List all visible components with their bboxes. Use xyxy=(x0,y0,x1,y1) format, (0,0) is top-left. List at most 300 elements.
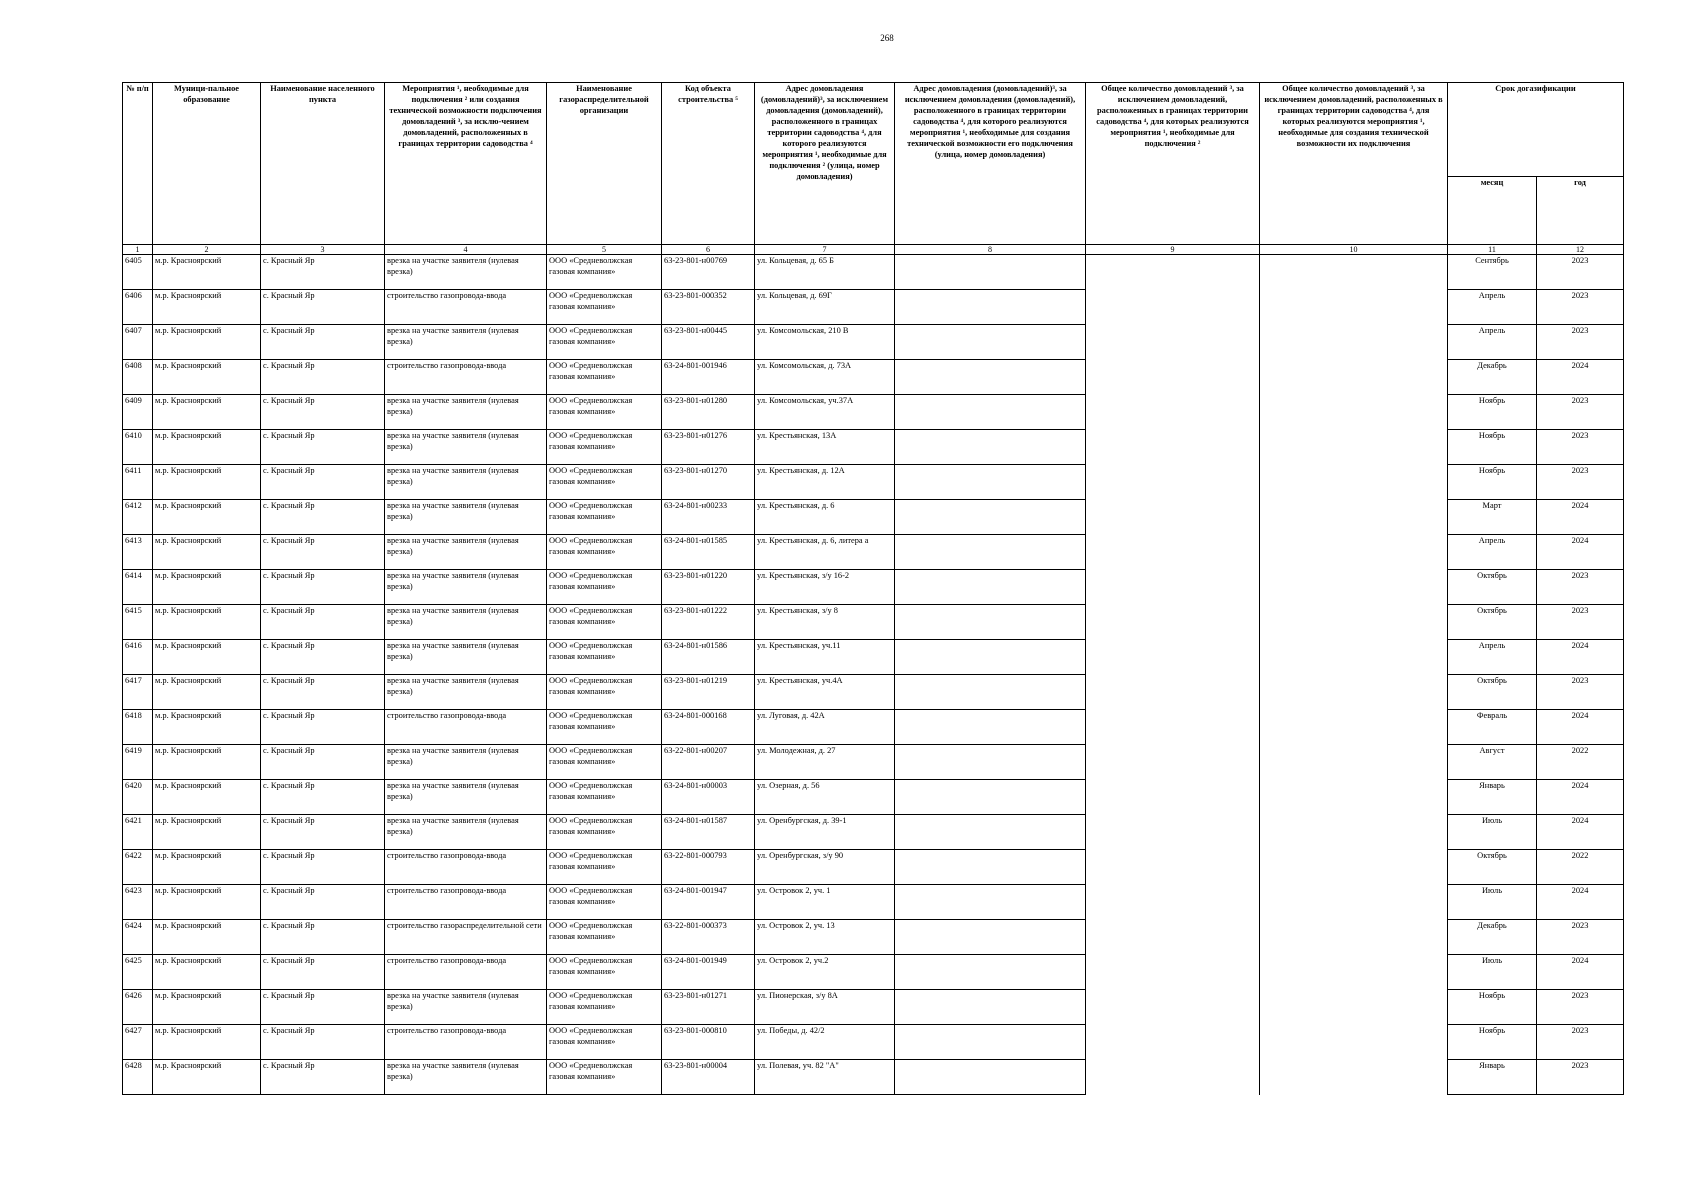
address-cell: ул. Крестьянская, 13А xyxy=(755,430,895,465)
month-cell: Апрель xyxy=(1448,290,1537,325)
table-row xyxy=(123,885,1624,920)
connection-count-cell xyxy=(1086,745,1260,780)
activity-cell: строительство газопровода-ввода xyxy=(385,850,547,885)
address-cell: ул. Крестьянская, уч.11 xyxy=(755,640,895,675)
technical-address-cell xyxy=(895,955,1086,990)
connection-count-cell xyxy=(1086,640,1260,675)
organization-cell: ООО «Средневолжская газовая компания» xyxy=(547,955,662,990)
technical-address-cell xyxy=(895,640,1086,675)
object-code-cell: 63-22-801-000793 xyxy=(662,850,755,885)
row-number: 6426 xyxy=(123,990,153,1025)
header-deadline: Срок догазификации xyxy=(1448,83,1624,177)
connection-count-cell xyxy=(1086,780,1260,815)
year-cell: 2023 xyxy=(1537,395,1624,430)
table-row xyxy=(123,360,1624,395)
activity-cell: врезка на участке заявителя (нулевая врезка) xyxy=(385,675,547,710)
year-cell: 2024 xyxy=(1537,955,1624,990)
technical-count-cell xyxy=(1260,500,1448,535)
technical-count-cell xyxy=(1260,395,1448,430)
organization-cell: ООО «Средневолжская газовая компания» xyxy=(547,570,662,605)
column-number: 2 xyxy=(153,245,261,255)
address-cell: ул. Комсомольская, д. 73А xyxy=(755,360,895,395)
address-cell: ул. Комсомольская, 210 В xyxy=(755,325,895,360)
municipality-cell: м.р. Красноярский xyxy=(153,745,261,780)
connection-count-cell xyxy=(1086,850,1260,885)
table-row xyxy=(123,780,1624,815)
table-row xyxy=(123,745,1624,780)
technical-count-cell xyxy=(1260,570,1448,605)
technical-address-cell xyxy=(895,395,1086,430)
activity-cell: врезка на участке заявителя (нулевая врезка) xyxy=(385,430,547,465)
month-cell: Апрель xyxy=(1448,535,1537,570)
technical-count-cell xyxy=(1260,745,1448,780)
month-cell: Ноябрь xyxy=(1448,430,1537,465)
year-cell: 2023 xyxy=(1537,465,1624,500)
month-cell: Октябрь xyxy=(1448,675,1537,710)
header-count-technical: Общее количество домовладений ³, за исключением домовладений, расположенных в границах территории садоводства ⁴, для которых реализуются мероприятия ¹, необходимые для создания технической возможности их подключения xyxy=(1260,83,1448,245)
table-row xyxy=(123,675,1624,710)
technical-address-cell xyxy=(895,780,1086,815)
municipality-cell: м.р. Красноярский xyxy=(153,1025,261,1060)
table-row xyxy=(123,815,1624,850)
technical-address-cell xyxy=(895,850,1086,885)
municipality-cell: м.р. Красноярский xyxy=(153,500,261,535)
settlement-cell: с. Красный Яр xyxy=(261,395,385,430)
municipality-cell: м.р. Красноярский xyxy=(153,290,261,325)
year-cell: 2023 xyxy=(1537,920,1624,955)
technical-count-cell xyxy=(1260,990,1448,1025)
technical-address-cell xyxy=(895,500,1086,535)
technical-count-cell xyxy=(1260,430,1448,465)
technical-address-cell xyxy=(895,535,1086,570)
connection-count-cell xyxy=(1086,325,1260,360)
table-row xyxy=(123,325,1624,360)
activity-cell: врезка на участке заявителя (нулевая врезка) xyxy=(385,780,547,815)
row-number: 6417 xyxy=(123,675,153,710)
connection-count-cell xyxy=(1086,1025,1260,1060)
address-cell: ул. Крестьянская, уч.4А xyxy=(755,675,895,710)
table-row xyxy=(123,920,1624,955)
month-cell: Ноябрь xyxy=(1448,1025,1537,1060)
activity-cell: врезка на участке заявителя (нулевая врезка) xyxy=(385,570,547,605)
technical-address-cell xyxy=(895,325,1086,360)
column-number: 7 xyxy=(755,245,895,255)
address-cell: ул. Крестьянская, д. 6, литера а xyxy=(755,535,895,570)
address-cell: ул. Крестьянская, з/у 16-2 xyxy=(755,570,895,605)
row-number: 6427 xyxy=(123,1025,153,1060)
month-cell: Октябрь xyxy=(1448,850,1537,885)
municipality-cell: м.р. Красноярский xyxy=(153,780,261,815)
table-row xyxy=(123,395,1624,430)
object-code-cell: 63-23-801-н01220 xyxy=(662,570,755,605)
organization-cell: ООО «Средневолжская газовая компания» xyxy=(547,815,662,850)
column-number-row xyxy=(123,245,1624,255)
municipality-cell: м.р. Красноярский xyxy=(153,850,261,885)
settlement-cell: с. Красный Яр xyxy=(261,290,385,325)
row-number: 6416 xyxy=(123,640,153,675)
year-cell: 2023 xyxy=(1537,290,1624,325)
technical-address-cell xyxy=(895,605,1086,640)
header-year: год xyxy=(1537,177,1624,245)
year-cell: 2023 xyxy=(1537,990,1624,1025)
technical-count-cell xyxy=(1260,710,1448,745)
technical-address-cell xyxy=(895,815,1086,850)
table-row xyxy=(123,605,1624,640)
technical-count-cell xyxy=(1260,780,1448,815)
month-cell: Январь xyxy=(1448,780,1537,815)
settlement-cell: с. Красный Яр xyxy=(261,640,385,675)
activity-cell: врезка на участке заявителя (нулевая врезка) xyxy=(385,605,547,640)
technical-count-cell xyxy=(1260,1060,1448,1095)
object-code-cell: 63-24-801-001947 xyxy=(662,885,755,920)
municipality-cell: м.р. Красноярский xyxy=(153,570,261,605)
table-row xyxy=(123,290,1624,325)
municipality-cell: м.р. Красноярский xyxy=(153,430,261,465)
row-number: 6428 xyxy=(123,1060,153,1095)
technical-count-cell xyxy=(1260,605,1448,640)
object-code-cell: 63-23-801-н01270 xyxy=(662,465,755,500)
object-code-cell: 63-23-801-н01219 xyxy=(662,675,755,710)
month-cell: Апрель xyxy=(1448,640,1537,675)
municipality-cell: м.р. Красноярский xyxy=(153,535,261,570)
column-number: 1 xyxy=(123,245,153,255)
object-code-cell: 63-23-801-н00769 xyxy=(662,255,755,290)
month-cell: Апрель xyxy=(1448,325,1537,360)
connection-count-cell xyxy=(1086,885,1260,920)
year-cell: 2022 xyxy=(1537,745,1624,780)
technical-address-cell xyxy=(895,290,1086,325)
year-cell: 2023 xyxy=(1537,255,1624,290)
row-number: 6419 xyxy=(123,745,153,780)
municipality-cell: м.р. Красноярский xyxy=(153,675,261,710)
header-address-connection: Адрес домовладения (домовладений)³, за исключением домовладения (домовладений), расположенного в границах территории садоводства ⁴, для которого реализуются мероприятия ¹, необходимые для подключения ² (улица, номер домовладения) xyxy=(755,83,895,245)
year-cell: 2024 xyxy=(1537,360,1624,395)
organization-cell: ООО «Средневолжская газовая компания» xyxy=(547,535,662,570)
municipality-cell: м.р. Красноярский xyxy=(153,955,261,990)
settlement-cell: с. Красный Яр xyxy=(261,1060,385,1095)
technical-count-cell xyxy=(1260,955,1448,990)
municipality-cell: м.р. Красноярский xyxy=(153,885,261,920)
organization-cell: ООО «Средневолжская газовая компания» xyxy=(547,360,662,395)
activity-cell: врезка на участке заявителя (нулевая врезка) xyxy=(385,640,547,675)
technical-count-cell xyxy=(1260,885,1448,920)
column-number: 5 xyxy=(547,245,662,255)
address-cell: ул. Полевая, уч. 82 "А" xyxy=(755,1060,895,1095)
organization-cell: ООО «Средневолжская газовая компания» xyxy=(547,920,662,955)
header-month: месяц xyxy=(1448,177,1537,245)
table-row xyxy=(123,710,1624,745)
year-cell: 2023 xyxy=(1537,675,1624,710)
settlement-cell: с. Красный Яр xyxy=(261,255,385,290)
column-number: 11 xyxy=(1448,245,1537,255)
organization-cell: ООО «Средневолжская газовая компания» xyxy=(547,465,662,500)
row-number: 6423 xyxy=(123,885,153,920)
object-code-cell: 63-23-801-н00004 xyxy=(662,1060,755,1095)
table-row xyxy=(123,640,1624,675)
connection-count-cell xyxy=(1086,815,1260,850)
row-number: 6422 xyxy=(123,850,153,885)
table-row xyxy=(123,955,1624,990)
column-number: 9 xyxy=(1086,245,1260,255)
settlement-cell: с. Красный Яр xyxy=(261,605,385,640)
settlement-cell: с. Красный Яр xyxy=(261,955,385,990)
address-cell: ул. Крестьянская, д. 12А xyxy=(755,465,895,500)
settlement-cell: с. Красный Яр xyxy=(261,885,385,920)
technical-count-cell xyxy=(1260,535,1448,570)
address-cell: ул. Победы, д. 42/2 xyxy=(755,1025,895,1060)
technical-address-cell xyxy=(895,570,1086,605)
column-number: 3 xyxy=(261,245,385,255)
year-cell: 2024 xyxy=(1537,640,1624,675)
address-cell: ул. Кольцевая, д. 69Г xyxy=(755,290,895,325)
settlement-cell: с. Красный Яр xyxy=(261,465,385,500)
column-number: 4 xyxy=(385,245,547,255)
municipality-cell: м.р. Красноярский xyxy=(153,990,261,1025)
month-cell: Декабрь xyxy=(1448,360,1537,395)
organization-cell: ООО «Средневолжская газовая компания» xyxy=(547,675,662,710)
settlement-cell: с. Красный Яр xyxy=(261,850,385,885)
settlement-cell: с. Красный Яр xyxy=(261,325,385,360)
settlement-cell: с. Красный Яр xyxy=(261,675,385,710)
header-address-technical: Адрес домовладения (домовладений)³, за исключением домовладения (домовладений), расположенного в границах территории садоводства ⁴, для которого реализуются мероприятия ¹, необходимые для создания технической возможности его подключения (улица, номер домовладения) xyxy=(895,83,1086,245)
object-code-cell: 63-22-801-000373 xyxy=(662,920,755,955)
municipality-cell: м.р. Красноярский xyxy=(153,710,261,745)
row-number: 6410 xyxy=(123,430,153,465)
settlement-cell: с. Красный Яр xyxy=(261,1025,385,1060)
technical-count-cell xyxy=(1260,290,1448,325)
activity-cell: строительство газопровода-ввода xyxy=(385,710,547,745)
technical-address-cell xyxy=(895,255,1086,290)
organization-cell: ООО «Средневолжская газовая компания» xyxy=(547,325,662,360)
connection-count-cell xyxy=(1086,1060,1260,1095)
connection-count-cell xyxy=(1086,955,1260,990)
month-cell: Июль xyxy=(1448,885,1537,920)
address-cell: ул. Островок 2, уч.2 xyxy=(755,955,895,990)
year-cell: 2024 xyxy=(1537,535,1624,570)
technical-address-cell xyxy=(895,360,1086,395)
row-number: 6407 xyxy=(123,325,153,360)
object-code-cell: 63-24-801-001946 xyxy=(662,360,755,395)
address-cell: ул. Озерная, д. 56 xyxy=(755,780,895,815)
technical-count-cell xyxy=(1260,850,1448,885)
organization-cell: ООО «Средневолжская газовая компания» xyxy=(547,395,662,430)
organization-cell: ООО «Средневолжская газовая компания» xyxy=(547,990,662,1025)
month-cell: Декабрь xyxy=(1448,920,1537,955)
year-cell: 2022 xyxy=(1537,850,1624,885)
settlement-cell: с. Красный Яр xyxy=(261,710,385,745)
row-number: 6413 xyxy=(123,535,153,570)
year-cell: 2024 xyxy=(1537,780,1624,815)
connection-count-cell xyxy=(1086,395,1260,430)
connection-count-cell xyxy=(1086,290,1260,325)
activity-cell: строительство газопровода-ввода xyxy=(385,1025,547,1060)
year-cell: 2023 xyxy=(1537,570,1624,605)
technical-count-cell xyxy=(1260,640,1448,675)
activity-cell: врезка на участке заявителя (нулевая врезка) xyxy=(385,325,547,360)
organization-cell: ООО «Средневолжская газовая компания» xyxy=(547,640,662,675)
activity-cell: врезка на участке заявителя (нулевая врезка) xyxy=(385,535,547,570)
table-row xyxy=(123,535,1624,570)
connection-count-cell xyxy=(1086,255,1260,290)
connection-count-cell xyxy=(1086,465,1260,500)
technical-address-cell xyxy=(895,430,1086,465)
header-object-code: Код объекта строительства ⁵ xyxy=(662,83,755,245)
municipality-cell: м.р. Красноярский xyxy=(153,360,261,395)
year-cell: 2023 xyxy=(1537,430,1624,465)
activity-cell: врезка на участке заявителя (нулевая врезка) xyxy=(385,1060,547,1095)
month-cell: Ноябрь xyxy=(1448,395,1537,430)
settlement-cell: с. Красный Яр xyxy=(261,360,385,395)
technical-count-cell xyxy=(1260,815,1448,850)
month-cell: Сентябрь xyxy=(1448,255,1537,290)
activity-cell: строительство газопровода-ввода xyxy=(385,290,547,325)
object-code-cell: 63-23-801-н01280 xyxy=(662,395,755,430)
object-code-cell: 63-23-801-н01271 xyxy=(662,990,755,1025)
object-code-cell: 63-22-801-н00207 xyxy=(662,745,755,780)
year-cell: 2024 xyxy=(1537,710,1624,745)
activity-cell: врезка на участке заявителя (нулевая врезка) xyxy=(385,395,547,430)
technical-address-cell xyxy=(895,1060,1086,1095)
row-number: 6411 xyxy=(123,465,153,500)
activity-cell: строительство газопровода-ввода xyxy=(385,955,547,990)
organization-cell: ООО «Средневолжская газовая компания» xyxy=(547,430,662,465)
technical-count-cell xyxy=(1260,360,1448,395)
month-cell: Март xyxy=(1448,500,1537,535)
municipality-cell: м.р. Красноярский xyxy=(153,255,261,290)
row-number: 6420 xyxy=(123,780,153,815)
settlement-cell: с. Красный Яр xyxy=(261,745,385,780)
address-cell: ул. Комсомольская, уч.37А xyxy=(755,395,895,430)
technical-count-cell xyxy=(1260,465,1448,500)
activity-cell: врезка на участке заявителя (нулевая врезка) xyxy=(385,815,547,850)
row-number: 6414 xyxy=(123,570,153,605)
header-settlement: Наименование населенного пункта xyxy=(261,83,385,245)
row-number: 6408 xyxy=(123,360,153,395)
column-number: 10 xyxy=(1260,245,1448,255)
header-count-connection: Общее количество домовладений ³, за исключением домовладений, расположенных в границах территории садоводства ⁴, для которых реализуются мероприятия ¹, необходимые для подключения ² xyxy=(1086,83,1260,245)
row-number: 6418 xyxy=(123,710,153,745)
connection-count-cell xyxy=(1086,990,1260,1025)
technical-count-cell xyxy=(1260,920,1448,955)
address-cell: ул. Луговая, д. 42А xyxy=(755,710,895,745)
settlement-cell: с. Красный Яр xyxy=(261,570,385,605)
table-row xyxy=(123,430,1624,465)
organization-cell: ООО «Средневолжская газовая компания» xyxy=(547,745,662,780)
organization-cell: ООО «Средневолжская газовая компания» xyxy=(547,1060,662,1095)
technical-count-cell xyxy=(1260,325,1448,360)
month-cell: Ноябрь xyxy=(1448,465,1537,500)
month-cell: Ноябрь xyxy=(1448,990,1537,1025)
municipality-cell: м.р. Красноярский xyxy=(153,395,261,430)
object-code-cell: 63-24-801-н00233 xyxy=(662,500,755,535)
row-number: 6405 xyxy=(123,255,153,290)
municipality-cell: м.р. Красноярский xyxy=(153,640,261,675)
address-cell: ул. Крестьянская, з/у 8 xyxy=(755,605,895,640)
organization-cell: ООО «Средневолжская газовая компания» xyxy=(547,500,662,535)
technical-address-cell xyxy=(895,745,1086,780)
address-cell: ул. Молодежная, д. 27 xyxy=(755,745,895,780)
activity-cell: врезка на участке заявителя (нулевая врезка) xyxy=(385,745,547,780)
table-row xyxy=(123,990,1624,1025)
column-number: 8 xyxy=(895,245,1086,255)
technical-address-cell xyxy=(895,885,1086,920)
activity-cell: строительство газопровода-ввода xyxy=(385,360,547,395)
year-cell: 2024 xyxy=(1537,500,1624,535)
header-organization: Наименование газораспределительной организации xyxy=(547,83,662,245)
organization-cell: ООО «Средневолжская газовая компания» xyxy=(547,290,662,325)
address-cell: ул. Крестьянская, д. 6 xyxy=(755,500,895,535)
activity-cell: врезка на участке заявителя (нулевая врезка) xyxy=(385,500,547,535)
table-row xyxy=(123,850,1624,885)
activity-cell: врезка на участке заявителя (нулевая врезка) xyxy=(385,255,547,290)
settlement-cell: с. Красный Яр xyxy=(261,990,385,1025)
table-row xyxy=(123,1025,1624,1060)
object-code-cell: 63-24-801-000168 xyxy=(662,710,755,745)
header-municipality: Муници-пальное образование xyxy=(153,83,261,245)
object-code-cell: 63-23-801-н00445 xyxy=(662,325,755,360)
row-number: 6409 xyxy=(123,395,153,430)
object-code-cell: 63-23-801-н01222 xyxy=(662,605,755,640)
address-cell: ул. Оренбургская, з/у 90 xyxy=(755,850,895,885)
connection-count-cell xyxy=(1086,535,1260,570)
settlement-cell: с. Красный Яр xyxy=(261,920,385,955)
row-number: 6424 xyxy=(123,920,153,955)
year-cell: 2023 xyxy=(1537,325,1624,360)
row-number: 6425 xyxy=(123,955,153,990)
month-cell: Февраль xyxy=(1448,710,1537,745)
municipality-cell: м.р. Красноярский xyxy=(153,465,261,500)
connection-count-cell xyxy=(1086,605,1260,640)
technical-address-cell xyxy=(895,990,1086,1025)
object-code-cell: 63-24-801-н01587 xyxy=(662,815,755,850)
column-number: 12 xyxy=(1537,245,1624,255)
object-code-cell: 63-24-801-н01585 xyxy=(662,535,755,570)
organization-cell: ООО «Средневолжская газовая компания» xyxy=(547,850,662,885)
activity-cell: врезка на участке заявителя (нулевая врезка) xyxy=(385,990,547,1025)
object-code-cell: 63-23-801-н01276 xyxy=(662,430,755,465)
row-number: 6406 xyxy=(123,290,153,325)
address-cell: ул. Островок 2, уч. 13 xyxy=(755,920,895,955)
municipality-cell: м.р. Красноярский xyxy=(153,605,261,640)
table-row xyxy=(123,255,1624,290)
connection-count-cell xyxy=(1086,500,1260,535)
address-cell: ул. Кольцевая, д. 65 Б xyxy=(755,255,895,290)
technical-count-cell xyxy=(1260,255,1448,290)
settlement-cell: с. Красный Яр xyxy=(261,815,385,850)
row-number: 6421 xyxy=(123,815,153,850)
municipality-cell: м.р. Красноярский xyxy=(153,815,261,850)
month-cell: Октябрь xyxy=(1448,605,1537,640)
organization-cell: ООО «Средневолжская газовая компания» xyxy=(547,1025,662,1060)
organization-cell: ООО «Средневолжская газовая компания» xyxy=(547,255,662,290)
table-row xyxy=(123,1060,1624,1095)
object-code-cell: 63-23-801-000352 xyxy=(662,290,755,325)
connection-count-cell xyxy=(1086,710,1260,745)
row-number: 6412 xyxy=(123,500,153,535)
technical-address-cell xyxy=(895,465,1086,500)
connection-count-cell xyxy=(1086,920,1260,955)
settlement-cell: с. Красный Яр xyxy=(261,780,385,815)
month-cell: Август xyxy=(1448,745,1537,780)
month-cell: Октябрь xyxy=(1448,570,1537,605)
table-row xyxy=(123,465,1624,500)
municipality-cell: м.р. Красноярский xyxy=(153,920,261,955)
connection-count-cell xyxy=(1086,430,1260,465)
technical-address-cell xyxy=(895,1025,1086,1060)
activity-cell: строительство газораспределительной сети xyxy=(385,920,547,955)
month-cell: Январь xyxy=(1448,1060,1537,1095)
gasification-table xyxy=(122,82,1624,1095)
